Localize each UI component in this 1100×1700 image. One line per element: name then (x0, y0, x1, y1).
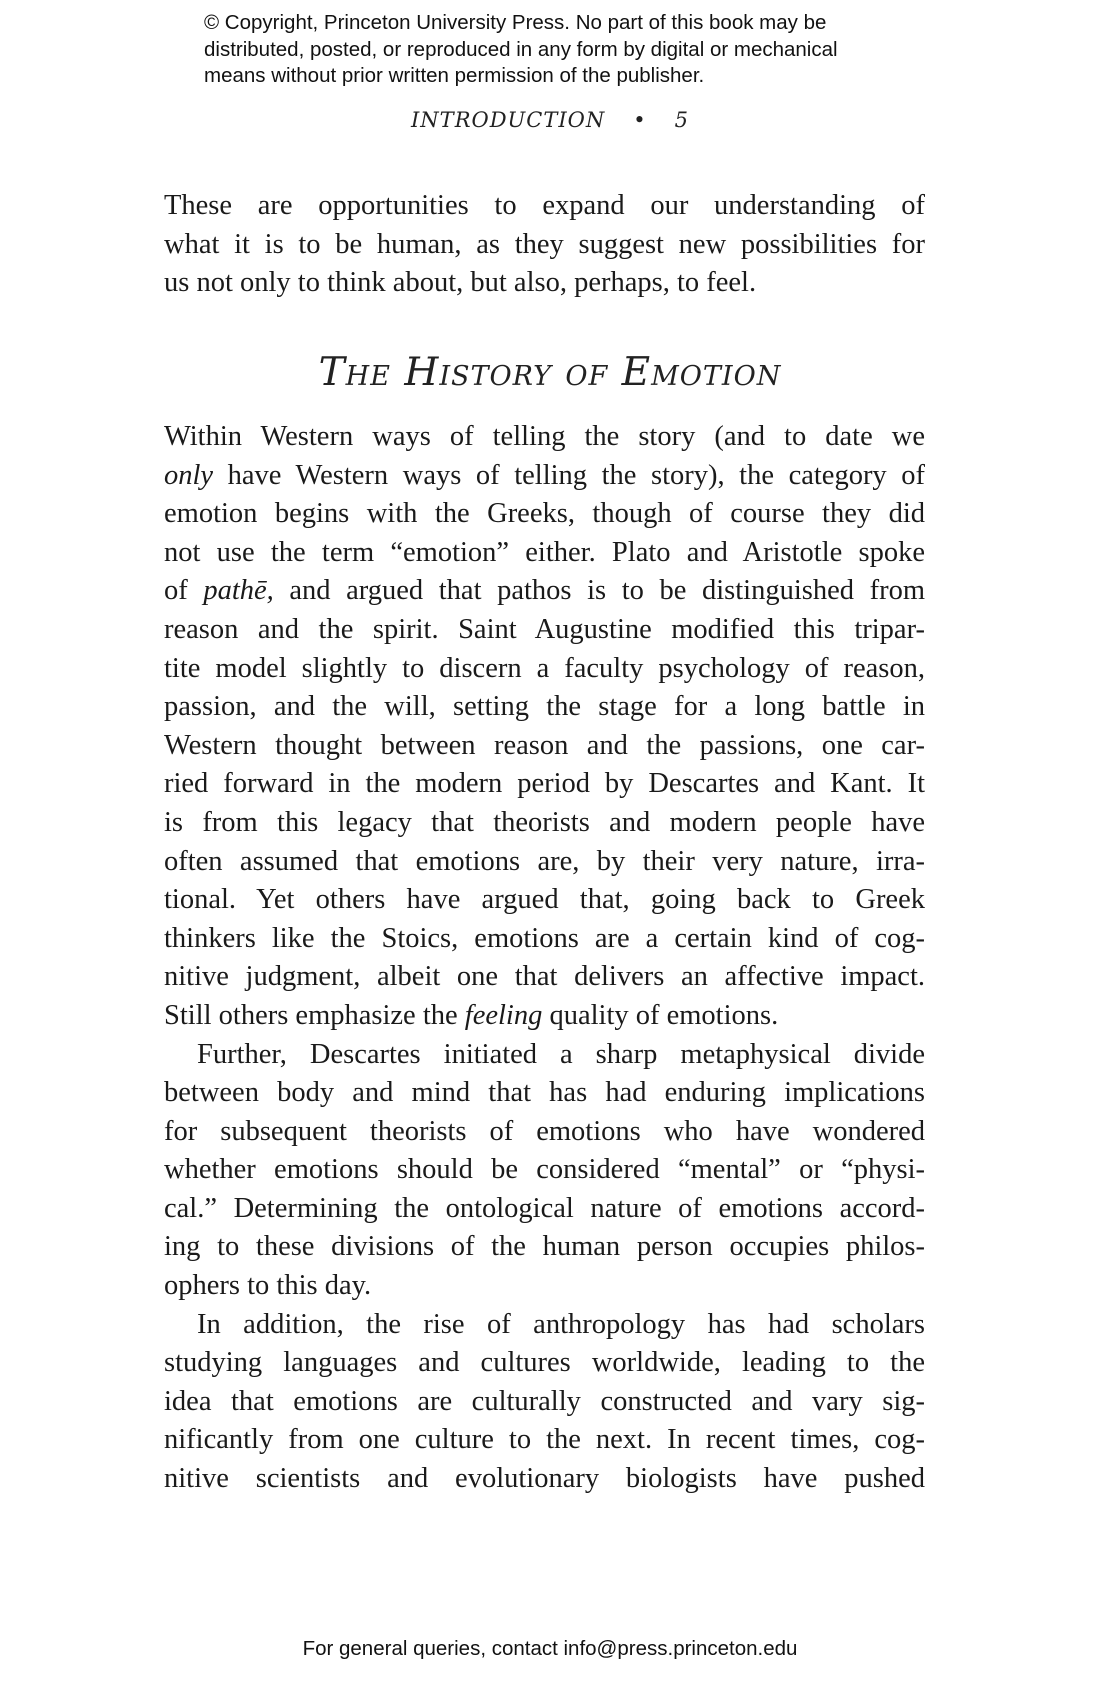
section-body (164, 418, 925, 1499)
text-line: studying languages and cultures worldwide, leading to the (164, 1347, 925, 1379)
italic-text: only (164, 459, 214, 491)
text-line: us not only to think about, but also, perhaps, to feel. (164, 267, 757, 299)
text-segment: of (164, 575, 204, 607)
text-line: In addition, the rise of anthropology has had scholars (197, 1308, 925, 1340)
text-segment: quality of emotions. (542, 999, 779, 1031)
text-segment: have Western ways of telling the story), the category of (213, 459, 925, 491)
section-heading: The History of Emotion (318, 350, 782, 395)
text-line (164, 997, 925, 1036)
text-line: These are opportunities to expand our understanding of (164, 190, 925, 221)
text-line: ophers to this day. (164, 1270, 372, 1302)
text-line: thinkers like the Stoics, emotions are a certain kind of cog- (164, 922, 925, 954)
text-segment: and argued that pathos is to be distinguished from (273, 575, 925, 607)
text-line: between body and mind that has had enduring implications (164, 1077, 925, 1109)
text-line: reason and the spirit. Saint Augustine modified this tripar- (164, 613, 925, 645)
text-line: ried forward in the modern period by Descartes and Kant. It (164, 768, 925, 800)
text-line: cal.” Determining the ontological nature of emotions accord- (164, 1192, 925, 1224)
footer-contact: For general queries, contact info@press.princeton.edu (302, 1637, 798, 1660)
text-line: not use the term “emotion” either. Plato and Aristotle spoke (164, 536, 925, 568)
page-number: 5 (674, 108, 689, 132)
text-line: emotion begins with the Greeks, though of course they did (164, 498, 925, 530)
text-line: nificantly from one culture to the next. In recent times, cog- (164, 1424, 925, 1456)
copyright-notice (204, 10, 924, 90)
italic-text: feeling (464, 999, 543, 1031)
paragraph (164, 1036, 925, 1306)
text-line: what it is to be human, as they suggest new possibilities for (164, 228, 925, 260)
paragraph (164, 418, 925, 1036)
italic-text: pathē, (203, 575, 274, 607)
running-head-section: INTRODUCTION (411, 108, 606, 132)
text-line: tite model slightly to discern a faculty psychology of reason, (164, 652, 925, 684)
text-line: for subsequent theorists of emotions who have wondered (164, 1115, 925, 1147)
text-line: nitive judgment, albeit one that delivers an affective impact. (164, 961, 925, 993)
text-line: passion, and the will, setting the stage for a long battle in (164, 691, 925, 723)
text-line: Within Western ways of telling the story (and to date we (164, 421, 925, 452)
text-line: Western thought between reason and the passions, one car- (164, 729, 925, 761)
text-line (164, 572, 925, 611)
text-line: idea that emotions are culturally constructed and vary sig- (164, 1385, 925, 1417)
text-line: whether emotions should be considered “mental” or “physi- (164, 1154, 925, 1186)
copyright-line: distributed, posted, or reproduced in any form by digital or mechanical (204, 37, 838, 61)
text-line: ing to these divisions of the human person occupies philos- (164, 1231, 925, 1263)
bullet-separator: • (633, 108, 647, 132)
copyright-line: means without prior written permission of the publisher. (204, 64, 705, 87)
text-line: often assumed that emotions are, by their very nature, irra- (164, 845, 925, 877)
text-line: is from this legacy that theorists and modern people have (164, 806, 925, 838)
text-line (164, 457, 925, 496)
text-line: tional. Yet others have argued that, going back to Greek (164, 884, 925, 916)
text-segment: Still others emphasize the (164, 999, 465, 1031)
intro-paragraph (164, 187, 925, 303)
copyright-line: © Copyright, Princeton University Press. No part of this book may be (204, 11, 827, 34)
text-line: nitive scientists and evolutionary biologists have pushed (164, 1463, 925, 1495)
text-line: Further, Descartes initiated a sharp metaphysical divide (197, 1038, 925, 1070)
running-head (0, 108, 1100, 132)
paragraph (164, 1306, 925, 1499)
